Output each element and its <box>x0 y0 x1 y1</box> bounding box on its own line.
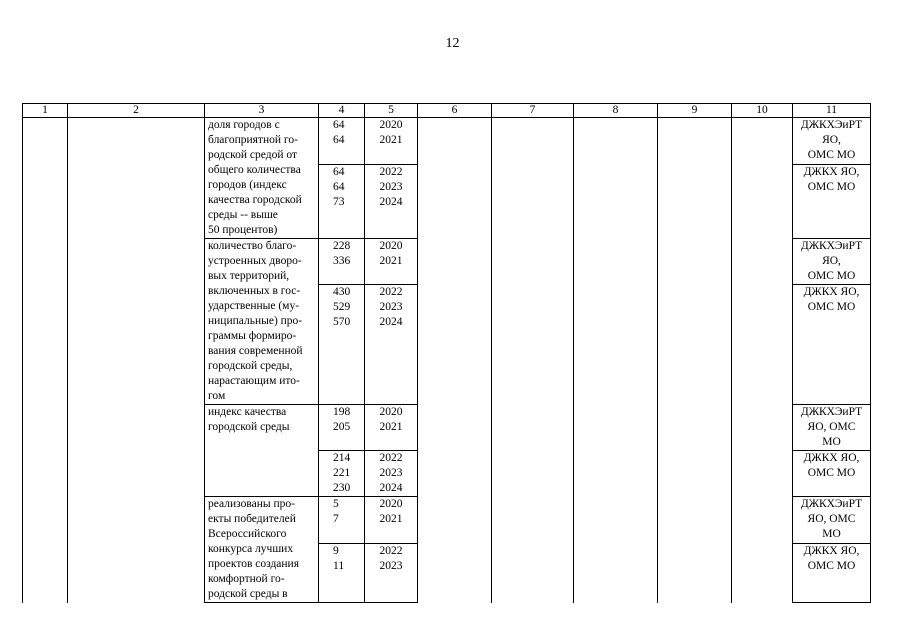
value-cell <box>319 497 365 544</box>
value-cell <box>319 543 365 602</box>
executor-cell <box>793 497 871 544</box>
executor-cell <box>793 543 871 602</box>
value-cell <box>319 451 365 497</box>
column-number: 10 <box>732 104 793 118</box>
year: 2023 <box>379 467 403 479</box>
year: 2023 <box>379 301 403 313</box>
value-cell <box>319 405 365 451</box>
indicator-line: ниципальные) про- <box>208 315 303 327</box>
value: 214 <box>333 452 351 464</box>
indicator-line: вания современной <box>208 345 303 357</box>
year: 2022 <box>379 544 403 557</box>
year: 2021 <box>379 134 403 146</box>
indicator-line: 50 процентов) <box>208 224 278 236</box>
executor-line: ОМС МО <box>807 149 856 161</box>
executor-line: ОМС МО <box>807 181 856 194</box>
indicator-line: конкурса лучших <box>208 543 294 555</box>
executor-line: ДЖКХЭиРТ <box>800 498 863 510</box>
indicator-cell <box>205 405 319 497</box>
value: 11 <box>333 559 345 572</box>
executor-line: ДЖКХЭиРТ <box>800 119 863 131</box>
column-number: 7 <box>492 104 574 118</box>
value: 5 <box>333 498 339 510</box>
year-cell <box>365 239 418 285</box>
cell-col2 <box>68 118 205 603</box>
column-number: 11 <box>793 104 871 118</box>
year: 2022 <box>379 286 403 298</box>
indicator-line: комфортной го- <box>208 573 285 585</box>
year: 2022 <box>379 452 403 464</box>
column-number: 8 <box>574 104 658 118</box>
indicator-line: граммы формиро- <box>208 330 297 342</box>
year: 2024 <box>379 482 403 494</box>
value-cell <box>319 118 365 165</box>
value: 7 <box>333 513 339 525</box>
executor-cell <box>793 285 871 405</box>
indicator-line: общего количества <box>208 164 301 176</box>
executor-line: ДЖКХ ЯО, <box>803 166 860 179</box>
year-cell <box>365 405 418 451</box>
executor-line: ДЖКХ ЯО, <box>803 286 860 298</box>
executor-line: МО <box>822 528 841 540</box>
value: 228 <box>333 240 351 252</box>
value: 73 <box>333 196 345 209</box>
column-number: 9 <box>658 104 732 118</box>
executor-line: ЯО, ОМС <box>807 513 856 525</box>
indicator-line: ударственные (му- <box>208 300 300 312</box>
executor-cell <box>793 118 871 165</box>
value: 336 <box>333 255 351 267</box>
indicator-line: родской среды в <box>208 588 288 600</box>
indicator-line: гом <box>208 390 226 402</box>
value-cell <box>319 285 365 405</box>
indicator-line: качества городской <box>208 194 302 206</box>
executor-line: ДЖКХЭиРТ <box>800 240 863 252</box>
page-number: 12 <box>445 36 460 51</box>
indicator-line: количество благо- <box>208 240 297 252</box>
value: 64 <box>333 134 345 146</box>
executor-line: ДЖКХ ЯО, <box>803 452 860 464</box>
cell-col8 <box>574 118 658 603</box>
year-cell <box>365 451 418 497</box>
executor-line: ОМС МО <box>807 270 856 282</box>
cell-col9 <box>658 118 732 603</box>
executor-cell <box>793 405 871 451</box>
cell-col10 <box>732 118 793 603</box>
value: 430 <box>333 286 351 298</box>
value: 64 <box>333 119 345 131</box>
executor-cell <box>793 165 871 239</box>
value-cell <box>319 239 365 285</box>
indicator-line: устроенных дворо- <box>208 255 302 267</box>
indicator-line: благоприятной го- <box>208 134 298 146</box>
column-number: 4 <box>319 104 365 118</box>
executor-line: ЯО, <box>822 134 841 146</box>
executor-cell <box>793 451 871 497</box>
column-number: 5 <box>365 104 418 118</box>
indicator-line: городской среды <box>208 421 290 433</box>
cell-col6 <box>418 118 492 603</box>
value: 64 <box>333 166 345 179</box>
executor-line: ОМС МО <box>807 559 856 572</box>
executor-line: ЯО, <box>822 255 841 267</box>
indicator-cell <box>205 239 319 405</box>
indicator-line: городов (индекс <box>208 179 287 191</box>
year: 2021 <box>379 513 403 525</box>
value: 9 <box>333 544 339 557</box>
cell-col7 <box>492 118 574 603</box>
year: 2024 <box>379 196 403 209</box>
column-number-row <box>23 104 871 118</box>
column-number: 2 <box>68 104 205 118</box>
value: 205 <box>333 421 351 433</box>
executor-line: ДЖКХ ЯО, <box>803 544 860 557</box>
executor-line: ОМС МО <box>807 301 856 313</box>
indicator-cell <box>205 118 319 239</box>
cell-col1 <box>23 118 68 603</box>
year: 2020 <box>379 119 403 131</box>
executor-cell <box>793 239 871 285</box>
executor-line: ОМС МО <box>807 467 856 479</box>
year: 2021 <box>379 255 403 267</box>
indicator-line: включенных в гос- <box>208 285 301 297</box>
indicator-line: индекс качества <box>208 406 287 418</box>
indicator-line: родской средой от <box>208 149 297 161</box>
indicator-cell <box>205 497 319 603</box>
value: 221 <box>333 467 351 479</box>
value: 230 <box>333 482 351 494</box>
indicator-line: городской среды, <box>208 360 293 372</box>
value: 570 <box>333 316 351 328</box>
year-cell <box>365 543 418 602</box>
year-cell <box>365 165 418 239</box>
year: 2024 <box>379 316 403 328</box>
table-row <box>23 118 871 165</box>
year-cell <box>365 285 418 405</box>
year: 2021 <box>379 421 403 433</box>
indicator-line: среды -- выше <box>208 209 278 221</box>
value-cell <box>319 165 365 239</box>
year: 2023 <box>379 181 403 194</box>
column-number: 6 <box>418 104 492 118</box>
indicator-line: Всероссийского <box>208 528 287 540</box>
year: 2020 <box>379 240 403 252</box>
indicator-line: нарастающим ито- <box>208 375 300 387</box>
value: 198 <box>333 406 351 418</box>
year: 2023 <box>379 559 403 572</box>
value: 64 <box>333 181 345 194</box>
indicator-line: реализованы про- <box>208 498 295 510</box>
indicator-line: доля городов с <box>208 119 280 131</box>
column-number: 1 <box>23 104 68 118</box>
executor-line: МО <box>822 436 841 448</box>
year-cell <box>365 118 418 165</box>
executor-line: ЯО, ОМС <box>807 421 856 433</box>
year-cell <box>365 497 418 544</box>
plan-table <box>22 103 871 603</box>
year: 2022 <box>379 166 403 179</box>
year: 2020 <box>379 498 403 510</box>
column-number: 3 <box>205 104 319 118</box>
executor-line: ДЖКХЭиРТ <box>800 406 863 418</box>
indicator-line: вых территорий, <box>208 270 290 282</box>
value: 529 <box>333 301 351 313</box>
indicator-line: проектов создания <box>208 558 300 570</box>
year: 2020 <box>379 406 403 418</box>
indicator-line: екты победителей <box>208 513 296 525</box>
